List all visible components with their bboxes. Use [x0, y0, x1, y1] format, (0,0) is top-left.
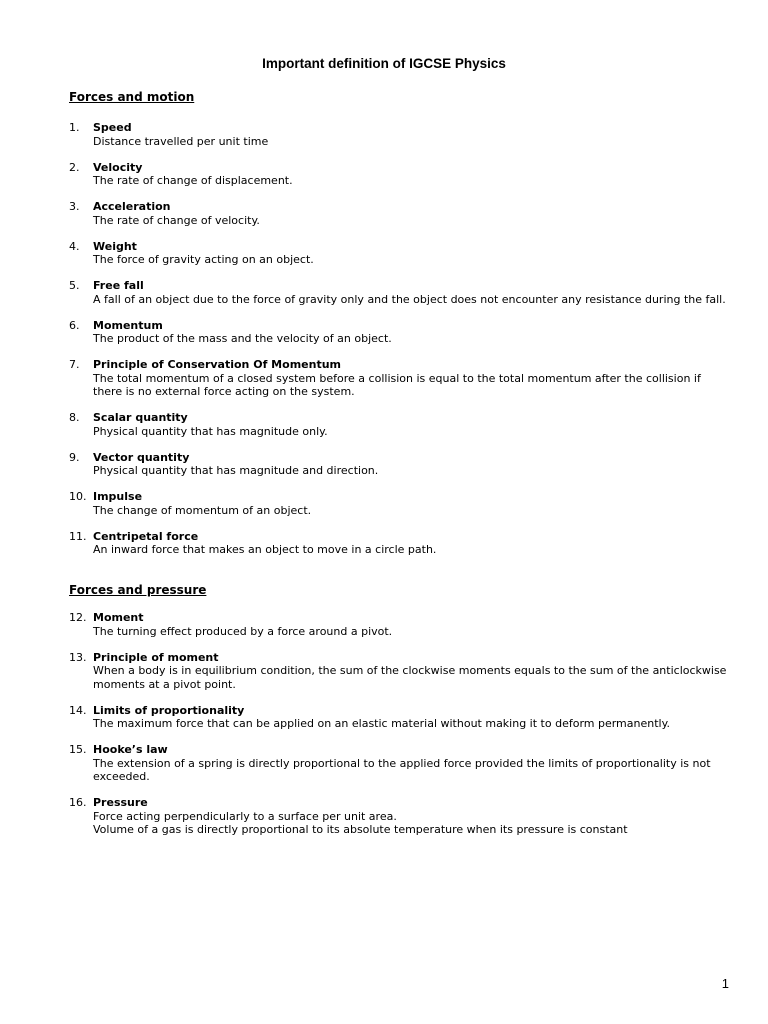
definition-term: Pressure	[93, 796, 148, 809]
definition-text: Physical quantity that has magnitude only.	[93, 424, 328, 438]
definition-term: Principle of Conservation Of Momentum	[93, 358, 341, 371]
definition-term: Limits of proportionality	[93, 703, 245, 717]
definition-number: 5.	[69, 279, 80, 292]
definition-list-forces-and-motion	[0, 121, 768, 569]
definition-text: The rate of change of displacement.	[93, 174, 293, 187]
definition-text: The product of the mass and the velocity of an object.	[93, 332, 392, 345]
definition-number: 1.	[69, 121, 80, 134]
section-heading-forces-and-motion: Forces and motion	[69, 90, 195, 104]
definition-text: A fall of an object due to the force of gravity only and the object does not encounter any resistance during the fall.	[93, 292, 726, 306]
definition-item	[0, 490, 768, 517]
definition-term: Vector quantity	[93, 450, 190, 464]
definition-term: Acceleration	[93, 200, 171, 213]
definition-text: The turning effect produced by a force around a pivot.	[93, 624, 393, 638]
page-number: 1	[721, 976, 729, 991]
definition-text: Force acting perpendicularly to a surface per unit area.	[93, 809, 397, 823]
definition-item	[0, 743, 768, 784]
definition-text: An inward force that makes an object to move in a circle path.	[93, 543, 437, 556]
definition-text: The change of momentum of an object.	[93, 503, 312, 517]
definition-term: Scalar quantity	[93, 411, 188, 424]
definition-text: The total momentum of a closed system before a collision is equal to the total momentum after the collision if there is no external force acting on the system.	[93, 371, 701, 398]
definition-number: 12.	[69, 611, 87, 624]
definition-text: The rate of change of velocity.	[93, 213, 260, 227]
definition-item	[0, 796, 768, 837]
definition-list-forces-and-pressure	[0, 611, 768, 849]
definition-item	[0, 451, 768, 478]
definition-item	[0, 240, 768, 267]
definition-term: Velocity	[93, 160, 143, 174]
definition-text: Distance travelled per unit time	[93, 134, 269, 148]
definition-number: 8.	[69, 411, 80, 424]
definition-term: Centripetal force	[93, 529, 199, 543]
definition-item	[0, 530, 768, 557]
definition-item	[0, 161, 768, 188]
definition-item	[0, 358, 768, 399]
definition-number: 14.	[69, 703, 87, 717]
definition-text: When a body is in equilibrium condition, the sum of the clockwise moments equals to the sum of the anticlockwise moments at a pivot point.	[93, 664, 727, 691]
definition-text: The maximum force that can be applied on an elastic material without making it to deform permanently.	[93, 717, 671, 730]
definition-number: 15.	[69, 743, 87, 756]
definition-term: Weight	[93, 239, 137, 253]
definition-number: 16.	[69, 796, 87, 809]
definition-number: 2.	[69, 160, 80, 174]
definition-number: 4.	[69, 239, 80, 253]
definition-number: 6.	[69, 318, 80, 332]
definition-item	[0, 319, 768, 346]
definition-item	[0, 704, 768, 731]
page-title: Important definition of IGCSE Physics	[262, 56, 506, 71]
definition-number: 11.	[69, 529, 87, 543]
definition-term: Moment	[93, 611, 144, 624]
definition-term: Principle of moment	[93, 650, 219, 664]
definition-item	[0, 121, 768, 148]
definition-item	[0, 279, 768, 306]
definition-number: 3.	[69, 200, 80, 213]
definition-term: Free fall	[93, 279, 144, 292]
definition-term: Speed	[93, 121, 132, 134]
definition-item	[0, 611, 768, 638]
definition-number: 10.	[69, 490, 87, 503]
definition-number: 9.	[69, 450, 80, 464]
definition-number: 7.	[69, 358, 80, 371]
definition-term: Momentum	[93, 318, 163, 332]
definition-text: Volume of a gas is directly proportional to its absolute temperature when its pressure is constant	[93, 823, 628, 836]
definition-number: 13.	[69, 650, 87, 664]
definition-text: Physical quantity that has magnitude and direction.	[93, 464, 379, 477]
definition-item	[0, 411, 768, 438]
definition-text: The force of gravity acting on an object.	[93, 253, 314, 266]
definition-term: Hooke’s law	[93, 743, 168, 756]
definition-text: The extension of a spring is directly proportional to the applied force provided the limits of proportionality is not exceeded.	[93, 756, 711, 783]
definition-term: Impulse	[93, 490, 143, 503]
section-heading-forces-and-pressure: Forces and pressure	[69, 583, 207, 597]
definition-item	[0, 651, 768, 692]
definition-item	[0, 200, 768, 227]
